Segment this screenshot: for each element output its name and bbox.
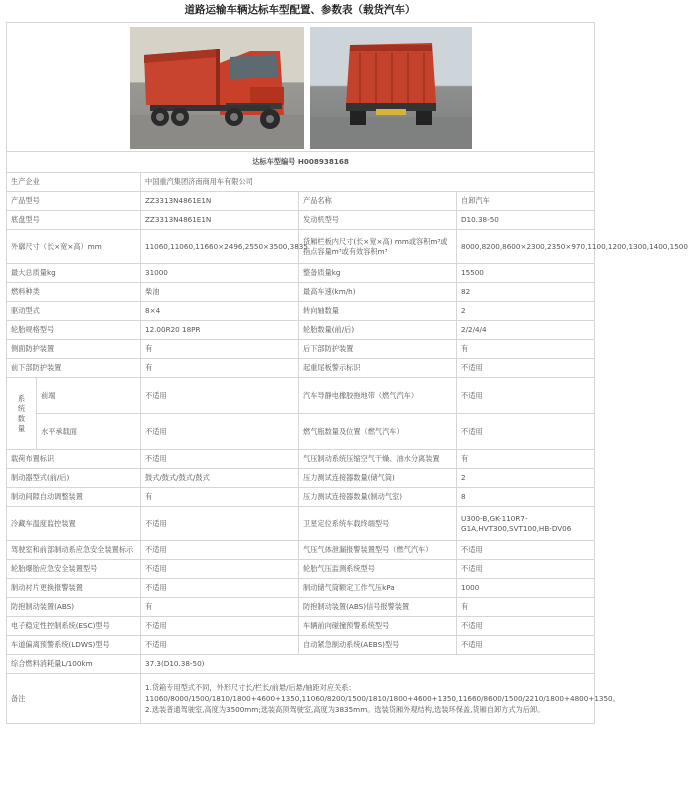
engine-model-label: 发动机型号 [299,211,457,230]
side-guard-value: 有 [141,340,299,359]
steer-axles-label: 转向轴数量 [299,302,457,321]
abs-value: 有 [141,598,299,617]
gross-mass-value: 31000 [141,264,299,283]
steer-axles-value: 2 [457,302,595,321]
side-guard-label: 侧面防护装置 [7,340,141,359]
rear-guard-label: 后下部防护装置 [299,340,457,359]
abs-label: 防抱制动装置(ABS) [7,598,141,617]
product-model-value: ZZ3313N4861E1N [141,192,299,211]
page-title: 道路运输车辆达标车型配置、参数表（载货汽车） [184,4,416,16]
rear-guard-value: 有 [457,340,595,359]
cab-safety-value: 不适用 [141,541,299,560]
lift-warning-label: 起重尾板警示标识 [299,359,457,378]
tire-pressure-label: 轮胎气压监测系统型号 [299,560,457,579]
engine-model-value: D10.38-50 [457,211,595,230]
air-dryer-value: 有 [457,450,595,469]
brake-type-value: 鼓式/鼓式/鼓式/鼓式 [141,469,299,488]
dimensions-label: 外廓尺寸（长×宽×高）mm [7,230,141,264]
dimensions-value: 11060,11060,11660×2496,2550×3500,3835 [141,230,299,264]
remarks-value: 1.货箱专用型式不同，外形尺寸长/栏长/前悬/后悬/轴距对应关系：11060/8000/1500/1810/1800+4600+1350,11060/8200/1500/1810/1800+4600+1350,11660/8600/1500/2210/1800+4800+1350。2.选装普通驾驶室,高度为3500mm;选装高顶驾驶室,高度为3835mm。选装货厢外观结构,选装环保盖,货厢自卸方式为后卸。 [141,674,595,724]
auto-adjust-value: 有 [141,488,299,507]
air-dryer-label: 气压制动系统压缩空气干燥、油水分离装置 [299,450,457,469]
cargo-box-value: 8000,8200,8600×2300,2350×970,1100,1200,1300,1400,1500 [457,230,595,264]
tire-label: 轮胎规格型号 [7,321,141,340]
aebs-label: 自动紧急制动系统(AEBS)型号 [299,636,457,655]
fuel-label: 燃料种类 [7,283,141,302]
chassis-model-label: 底盘型号 [7,211,141,230]
abs-alarm-label: 防抱制动装置(ABS)信号报警装置 [299,598,457,617]
manufacturer-label: 生产企业 [7,173,141,192]
esc-value: 不适用 [141,617,299,636]
fuel-consumption-value: 37.3(D10.38-50) [141,655,595,674]
pressure-connector2-label: 压力测试连接器数量(制动气室) [299,488,457,507]
load-marking-value: 不适用 [141,450,299,469]
pressure-connector2-value: 8 [457,488,595,507]
front-guard-value: 有 [141,359,299,378]
front-end-value: 不适用 [141,378,299,414]
fcw-label: 车辆前向碰撞预警系统型号 [299,617,457,636]
product-name-label: 产品名称 [299,192,457,211]
load-marking-label: 载荷布置标识 [7,450,141,469]
max-speed-label: 最高车速(km/h) [299,283,457,302]
drive-label: 驱动型式 [7,302,141,321]
system-count-text: 系统数量 [17,393,26,433]
tire-burst-value: 不适用 [141,560,299,579]
curb-mass-value: 15500 [457,264,595,283]
horizontal-surface-label: 水平承载面 [37,414,141,450]
truck-side-photo [130,27,304,149]
brake-pressure-value: 1000 [457,579,595,598]
tire-burst-label: 轮胎爆胎应急安全装置型号 [7,560,141,579]
aebs-value: 不适用 [457,636,595,655]
cooling-value: 不适用 [141,507,299,541]
fuel-value: 柴油 [141,283,299,302]
product-model-label: 产品型号 [7,192,141,211]
auto-adjust-label: 制动间隙自动调整装置 [7,488,141,507]
tire-pressure-value: 不适用 [457,560,595,579]
lift-warning-value: 不适用 [457,359,595,378]
brake-pad-label: 制动衬片更换报警装置 [7,579,141,598]
chassis-model-value: ZZ3313N4861E1N [141,211,299,230]
horizontal-surface-value: 不适用 [141,414,299,450]
ldws-label: 车道偏离预警系统(LDWS)型号 [7,636,141,655]
brake-type-label: 制动器型式(前/后) [7,469,141,488]
model-code: 达标车型编号 H008938168 [7,152,595,173]
antistatic-value: 不适用 [457,378,595,414]
cargo-box-label: 货厢栏板内尺寸(长×宽×高) mm或容积m³或指点容量m³或有效容积m³ [299,230,457,264]
pressure-connector-label: 压力测试连接器数量(储气筒) [299,469,457,488]
fcw-value: 不适用 [457,617,595,636]
brake-pad-value: 不适用 [141,579,299,598]
gas-leak-label: 气压气体泄漏报警装置型号（燃气汽车） [299,541,457,560]
tire-count-value: 2/2/4/4 [457,321,595,340]
gas-leak-value: 不适用 [457,541,595,560]
pressure-connector-value: 2 [457,469,595,488]
esc-label: 电子稳定性控制系统(ESC)型号 [7,617,141,636]
front-guard-label: 前下部防护装置 [7,359,141,378]
fuel-consumption-label: 综合燃料消耗量L/100km [7,655,141,674]
spec-table [6,22,688,724]
cab-safety-label: 驾驶室和前部制动系应急安全装置标示 [7,541,141,560]
truck-rear-photo [310,27,472,149]
abs-alarm-value: 有 [457,598,595,617]
cooling-label: 冷藏车温度监控装置 [7,507,141,541]
tire-value: 12.00R20 18PR [141,321,299,340]
front-end-label: 前端 [37,378,141,414]
max-speed-value: 82 [457,283,595,302]
curb-mass-label: 整备质量kg [299,264,457,283]
photo-row [7,23,595,152]
product-name-value: 自卸汽车 [457,192,595,211]
brake-pressure-label: 制动储气筒额定工作气压kPa [299,579,457,598]
gross-mass-label: 最大总质量kg [7,264,141,283]
gas-bottle-label: 燃气瓶数量及位置（燃气汽车） [299,414,457,450]
remarks-label: 备注 [7,674,141,724]
antistatic-label: 汽车导静电橡胶拖地带（燃气汽车） [299,378,457,414]
ldws-value: 不适用 [141,636,299,655]
tire-count-label: 轮胎数量(前/后) [299,321,457,340]
gps-value: U300-B,GK-110R7-G1A,HVT300,SVT100,HB-DV06 [457,507,595,541]
manufacturer-value: 中国重汽集团济南商用车有限公司 [141,173,595,192]
gas-bottle-value: 不适用 [457,414,595,450]
system-count-label [7,378,37,450]
drive-value: 8×4 [141,302,299,321]
gps-label: 卫星定位系统车载终端型号 [299,507,457,541]
